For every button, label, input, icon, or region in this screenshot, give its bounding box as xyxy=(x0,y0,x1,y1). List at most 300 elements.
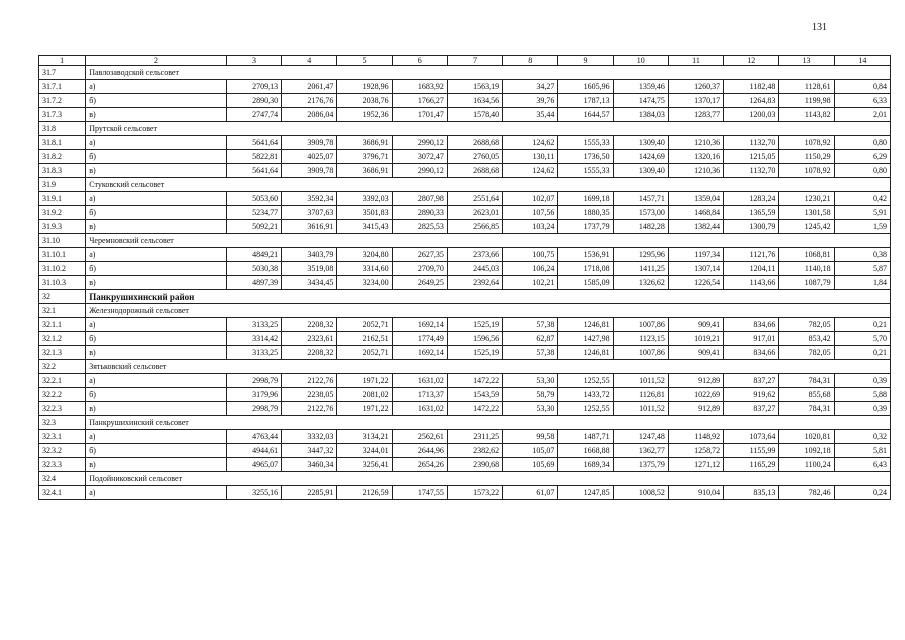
table-cell: 1701,47 xyxy=(392,108,447,122)
table-cell: 1787,13 xyxy=(558,94,613,108)
table-cell: 2807,98 xyxy=(392,192,447,206)
table-cell: 1555,33 xyxy=(558,164,613,178)
table-cell: 2990,12 xyxy=(392,136,447,150)
table-cell: 784,31 xyxy=(779,374,834,388)
table-cell: 2890,30 xyxy=(226,94,281,108)
table-cell: 2688,68 xyxy=(447,164,502,178)
table-cell: 3501,83 xyxy=(337,206,392,220)
table-cell: 0,39 xyxy=(834,374,890,388)
table-cell: 100,75 xyxy=(503,248,558,262)
table-cell: 3256,41 xyxy=(337,458,392,472)
table-cell: 1210,36 xyxy=(668,136,723,150)
table-cell: 1283,77 xyxy=(668,108,723,122)
row-code: 31.8.2 xyxy=(39,150,86,164)
table-row xyxy=(39,388,891,402)
table-cell: 2562,61 xyxy=(392,430,447,444)
row-variant: б) xyxy=(86,94,227,108)
table-cell: 34,27 xyxy=(503,80,558,94)
table-cell: 5641,64 xyxy=(226,136,281,150)
table-cell: 57,38 xyxy=(503,346,558,360)
table-cell: 1100,24 xyxy=(779,458,834,472)
table-cell: 834,66 xyxy=(724,346,779,360)
table-cell: 2382,62 xyxy=(447,444,502,458)
table-cell: 1126,81 xyxy=(613,388,668,402)
table-cell: 58,79 xyxy=(503,388,558,402)
table-cell: 909,41 xyxy=(668,346,723,360)
section-name: Стуковский сельсовет xyxy=(86,178,891,192)
table-cell: 2649,25 xyxy=(392,276,447,290)
table-body xyxy=(39,56,891,500)
table-row xyxy=(39,402,891,416)
row-variant: а) xyxy=(86,374,227,388)
section-name: Черемновский сельсовет xyxy=(86,234,891,248)
table-cell: 1668,88 xyxy=(558,444,613,458)
table-cell: 1543,59 xyxy=(447,388,502,402)
table-cell: 5,91 xyxy=(834,206,890,220)
table-cell: 2445,03 xyxy=(447,262,502,276)
table-row xyxy=(39,150,891,164)
table-cell: 1472,22 xyxy=(447,402,502,416)
table-cell: 1143,66 xyxy=(724,276,779,290)
table-cell: 1578,40 xyxy=(447,108,502,122)
table-cell: 1683,92 xyxy=(392,80,447,94)
row-code: 32.2.1 xyxy=(39,374,86,388)
table-cell: 1078,92 xyxy=(779,164,834,178)
table-cell: 1365,59 xyxy=(724,206,779,220)
column-header: 7 xyxy=(447,56,502,66)
table-cell: 784,31 xyxy=(779,402,834,416)
table-cell: 1092,18 xyxy=(779,444,834,458)
table-cell: 1411,25 xyxy=(613,262,668,276)
table-cell: 1309,40 xyxy=(613,164,668,178)
table-cell: 1087,79 xyxy=(779,276,834,290)
table-cell: 3234,00 xyxy=(337,276,392,290)
table-cell: 39,76 xyxy=(503,94,558,108)
row-code: 31.10.1 xyxy=(39,248,86,262)
tariff-table xyxy=(38,55,891,500)
row-code: 31.9 xyxy=(39,178,86,192)
table-cell: 2998,79 xyxy=(226,374,281,388)
section-name: Павлозаводской сельсовет xyxy=(86,66,891,80)
row-variant: в) xyxy=(86,108,227,122)
table-cell: 1320,16 xyxy=(668,150,723,164)
table-cell: 3255,16 xyxy=(226,486,281,500)
row-code: 32.3.1 xyxy=(39,430,86,444)
table-cell: 1078,92 xyxy=(779,136,834,150)
table-cell: 3314,42 xyxy=(226,332,281,346)
table-cell: 837,27 xyxy=(724,374,779,388)
table-cell: 2688,68 xyxy=(447,136,502,150)
table-cell: 2162,51 xyxy=(337,332,392,346)
table-cell: 3434,45 xyxy=(282,276,337,290)
table-cell: 1307,14 xyxy=(668,262,723,276)
table-cell: 124,62 xyxy=(503,164,558,178)
table-cell: 4849,21 xyxy=(226,248,281,262)
table-cell: 917,01 xyxy=(724,332,779,346)
table-cell: 53,30 xyxy=(503,374,558,388)
column-header: 4 xyxy=(282,56,337,66)
table-cell: 1295,96 xyxy=(613,248,668,262)
table-cell: 1210,36 xyxy=(668,164,723,178)
table-cell: 1132,70 xyxy=(724,164,779,178)
table-cell: 2373,66 xyxy=(447,248,502,262)
table-cell: 2052,71 xyxy=(337,346,392,360)
table-cell: 3686,91 xyxy=(337,164,392,178)
table-row xyxy=(39,332,891,346)
row-code: 31.9.1 xyxy=(39,192,86,206)
table-cell: 1283,24 xyxy=(724,192,779,206)
table-cell: 5234,77 xyxy=(226,206,281,220)
table-cell: 1525,19 xyxy=(447,346,502,360)
table-cell: 1424,69 xyxy=(613,150,668,164)
table-cell: 3796,71 xyxy=(337,150,392,164)
table-cell: 2061,47 xyxy=(282,80,337,94)
table-cell: 2311,25 xyxy=(447,430,502,444)
table-cell: 4965,07 xyxy=(226,458,281,472)
table-cell: 1301,58 xyxy=(779,206,834,220)
table-cell: 1252,55 xyxy=(558,374,613,388)
table-row xyxy=(39,430,891,444)
table-cell: 1252,55 xyxy=(558,402,613,416)
table-cell: 6,43 xyxy=(834,458,890,472)
table-cell: 1692,14 xyxy=(392,318,447,332)
table-cell: 0,21 xyxy=(834,318,890,332)
table-cell: 61,07 xyxy=(503,486,558,500)
table-row xyxy=(39,136,891,150)
table-cell: 1971,22 xyxy=(337,402,392,416)
table-cell: 5,70 xyxy=(834,332,890,346)
section-name: Прутской сельсовет xyxy=(86,122,891,136)
table-cell: 2998,79 xyxy=(226,402,281,416)
page-number: 131 xyxy=(812,22,827,33)
table-cell: 835,13 xyxy=(724,486,779,500)
table-cell: 1011,52 xyxy=(613,402,668,416)
table-row xyxy=(39,486,891,500)
section-name: Зятьковский сельсовет xyxy=(86,360,891,374)
table-cell: 105,69 xyxy=(503,458,558,472)
table-cell: 2623,01 xyxy=(447,206,502,220)
table-cell: 1375,79 xyxy=(613,458,668,472)
table-row xyxy=(39,164,891,178)
table-cell: 2551,64 xyxy=(447,192,502,206)
table-cell: 3616,91 xyxy=(282,220,337,234)
table-row xyxy=(39,192,891,206)
table-cell: 1382,44 xyxy=(668,220,723,234)
table-cell: 124,62 xyxy=(503,136,558,150)
table-cell: 1713,37 xyxy=(392,388,447,402)
table-cell: 782,46 xyxy=(779,486,834,500)
table-cell: 5,88 xyxy=(834,388,890,402)
table-cell: 2566,85 xyxy=(447,220,502,234)
table-cell: 1121,76 xyxy=(724,248,779,262)
row-code: 32.2.3 xyxy=(39,402,86,416)
table-cell: 1952,36 xyxy=(337,108,392,122)
row-variant: а) xyxy=(86,430,227,444)
table-cell: 2038,76 xyxy=(337,94,392,108)
table-cell: 106,24 xyxy=(503,262,558,276)
row-code: 31.9.2 xyxy=(39,206,86,220)
row-code: 31.7.1 xyxy=(39,80,86,94)
table-cell: 1718,08 xyxy=(558,262,613,276)
table-cell: 1008,52 xyxy=(613,486,668,500)
table-cell: 1631,02 xyxy=(392,402,447,416)
table-cell: 1011,52 xyxy=(613,374,668,388)
table-cell: 3909,78 xyxy=(282,136,337,150)
table-row xyxy=(39,318,891,332)
table-cell: 2825,53 xyxy=(392,220,447,234)
table-cell: 130,11 xyxy=(503,150,558,164)
table-cell: 1007,86 xyxy=(613,318,668,332)
table-cell: 1246,81 xyxy=(558,318,613,332)
column-header: 9 xyxy=(558,56,613,66)
table-cell: 2122,76 xyxy=(282,402,337,416)
table-cell: 2208,32 xyxy=(282,318,337,332)
table-cell: 3460,34 xyxy=(282,458,337,472)
section-row xyxy=(39,178,891,192)
table-cell: 1165,29 xyxy=(724,458,779,472)
table-cell: 4763,44 xyxy=(226,430,281,444)
table-cell: 1155,99 xyxy=(724,444,779,458)
table-row xyxy=(39,108,891,122)
table-cell: 1482,28 xyxy=(613,220,668,234)
table-cell: 1766,27 xyxy=(392,94,447,108)
table-cell: 1,59 xyxy=(834,220,890,234)
table-cell: 1359,04 xyxy=(668,192,723,206)
row-code: 31.10 xyxy=(39,234,86,248)
table-cell: 0,39 xyxy=(834,402,890,416)
table-cell: 5092,21 xyxy=(226,220,281,234)
table-cell: 1457,71 xyxy=(613,192,668,206)
table-cell: 2644,96 xyxy=(392,444,447,458)
table-cell: 4944,61 xyxy=(226,444,281,458)
table-cell: 1215,05 xyxy=(724,150,779,164)
table-cell: 1230,21 xyxy=(779,192,834,206)
table-cell: 2654,26 xyxy=(392,458,447,472)
table-cell: 2208,32 xyxy=(282,346,337,360)
section-row xyxy=(39,122,891,136)
table-cell: 1309,40 xyxy=(613,136,668,150)
row-code: 32.3.2 xyxy=(39,444,86,458)
table-cell: 1644,57 xyxy=(558,108,613,122)
row-code: 31.10.2 xyxy=(39,262,86,276)
table-cell: 3133,25 xyxy=(226,346,281,360)
table-cell: 3686,91 xyxy=(337,136,392,150)
table-cell: 2285,91 xyxy=(282,486,337,500)
table-cell: 1260,37 xyxy=(668,80,723,94)
table-cell: 1226,54 xyxy=(668,276,723,290)
column-header: 3 xyxy=(226,56,281,66)
table-cell: 2052,71 xyxy=(337,318,392,332)
table-cell: 1370,17 xyxy=(668,94,723,108)
row-code: 32.1.2 xyxy=(39,332,86,346)
table-cell: 1258,72 xyxy=(668,444,723,458)
table-row xyxy=(39,458,891,472)
table-cell: 3415,43 xyxy=(337,220,392,234)
table-cell: 1264,83 xyxy=(724,94,779,108)
table-cell: 1472,22 xyxy=(447,374,502,388)
row-code: 32.1 xyxy=(39,304,86,318)
column-header: 1 xyxy=(39,56,86,66)
table-cell: 1068,81 xyxy=(779,248,834,262)
table-row xyxy=(39,220,891,234)
column-header: 10 xyxy=(613,56,668,66)
table-cell: 2,01 xyxy=(834,108,890,122)
column-header: 5 xyxy=(337,56,392,66)
row-code: 32.3.3 xyxy=(39,458,86,472)
table-cell: 1468,84 xyxy=(668,206,723,220)
table-cell: 5,87 xyxy=(834,262,890,276)
table-row xyxy=(39,94,891,108)
table-row xyxy=(39,374,891,388)
row-variant: а) xyxy=(86,486,227,500)
table-cell: 105,07 xyxy=(503,444,558,458)
table-cell: 782,05 xyxy=(779,318,834,332)
table-cell: 912,89 xyxy=(668,402,723,416)
table-cell: 1022,69 xyxy=(668,388,723,402)
table-cell: 0,42 xyxy=(834,192,890,206)
table-cell: 2323,61 xyxy=(282,332,337,346)
section-name: Железнодорожный сельсовет xyxy=(86,304,891,318)
table-cell: 1555,33 xyxy=(558,136,613,150)
table-cell: 1128,61 xyxy=(779,80,834,94)
row-variant: а) xyxy=(86,318,227,332)
table-cell: 1474,75 xyxy=(613,94,668,108)
table-cell: 5641,64 xyxy=(226,164,281,178)
table-cell: 1433,72 xyxy=(558,388,613,402)
table-cell: 3134,21 xyxy=(337,430,392,444)
table-cell: 1140,18 xyxy=(779,262,834,276)
table-cell: 782,05 xyxy=(779,346,834,360)
row-code: 32.2.2 xyxy=(39,388,86,402)
table-cell: 5030,38 xyxy=(226,262,281,276)
column-header: 6 xyxy=(392,56,447,66)
table-cell: 3179,96 xyxy=(226,388,281,402)
table-cell: 2990,12 xyxy=(392,164,447,178)
table-cell: 1359,46 xyxy=(613,80,668,94)
table-cell: 1928,96 xyxy=(337,80,392,94)
table-cell: 1246,81 xyxy=(558,346,613,360)
table-cell: 1971,22 xyxy=(337,374,392,388)
table-cell: 6,29 xyxy=(834,150,890,164)
row-variant: б) xyxy=(86,444,227,458)
row-code: 31.8 xyxy=(39,122,86,136)
row-code: 31.8.3 xyxy=(39,164,86,178)
table-cell: 2238,05 xyxy=(282,388,337,402)
row-code: 31.7 xyxy=(39,66,86,80)
table-cell: 1525,19 xyxy=(447,318,502,332)
table-cell: 2126,59 xyxy=(337,486,392,500)
row-variant: б) xyxy=(86,332,227,346)
table-cell: 1,84 xyxy=(834,276,890,290)
table-cell: 5,81 xyxy=(834,444,890,458)
table-cell: 2709,13 xyxy=(226,80,281,94)
table-cell: 1247,85 xyxy=(558,486,613,500)
table-cell: 1182,48 xyxy=(724,80,779,94)
table-cell: 1573,00 xyxy=(613,206,668,220)
row-variant: б) xyxy=(86,150,227,164)
row-code: 31.9.3 xyxy=(39,220,86,234)
column-header: 11 xyxy=(668,56,723,66)
table-cell: 2081,02 xyxy=(337,388,392,402)
table-row xyxy=(39,262,891,276)
row-code: 32.1.1 xyxy=(39,318,86,332)
table-cell: 107,56 xyxy=(503,206,558,220)
table-cell: 1747,55 xyxy=(392,486,447,500)
section-name: Панкрушихинский сельсовет xyxy=(86,416,891,430)
table-cell: 102,21 xyxy=(503,276,558,290)
table-cell: 3909,78 xyxy=(282,164,337,178)
table-cell: 0,24 xyxy=(834,486,890,500)
row-variant: а) xyxy=(86,192,227,206)
table-cell: 0,38 xyxy=(834,248,890,262)
table-cell: 1774,49 xyxy=(392,332,447,346)
district-row xyxy=(39,290,891,304)
column-header: 14 xyxy=(834,56,890,66)
row-code: 32.2 xyxy=(39,360,86,374)
table-cell: 3707,63 xyxy=(282,206,337,220)
column-header: 8 xyxy=(503,56,558,66)
table-cell: 53,30 xyxy=(503,402,558,416)
table-cell: 1020,81 xyxy=(779,430,834,444)
table-cell: 1487,71 xyxy=(558,430,613,444)
section-row xyxy=(39,416,891,430)
table-cell: 3314,60 xyxy=(337,262,392,276)
row-variant: в) xyxy=(86,220,227,234)
table-cell: 1123,15 xyxy=(613,332,668,346)
table-cell: 103,24 xyxy=(503,220,558,234)
row-variant: в) xyxy=(86,402,227,416)
table-cell: 1271,12 xyxy=(668,458,723,472)
row-code: 31.7.3 xyxy=(39,108,86,122)
table-cell: 2122,76 xyxy=(282,374,337,388)
table-cell: 1563,19 xyxy=(447,80,502,94)
row-variant: в) xyxy=(86,458,227,472)
table-cell: 4897,39 xyxy=(226,276,281,290)
table-cell: 1199,98 xyxy=(779,94,834,108)
table-cell: 1631,02 xyxy=(392,374,447,388)
table-cell: 62,87 xyxy=(503,332,558,346)
table-row xyxy=(39,276,891,290)
table-cell: 2890,33 xyxy=(392,206,447,220)
table-row xyxy=(39,346,891,360)
table-cell: 4025,07 xyxy=(282,150,337,164)
row-variant: в) xyxy=(86,276,227,290)
table-cell: 1634,56 xyxy=(447,94,502,108)
table-cell: 3392,03 xyxy=(337,192,392,206)
table-cell: 1200,03 xyxy=(724,108,779,122)
table-cell: 1197,34 xyxy=(668,248,723,262)
column-header: 2 xyxy=(86,56,227,66)
table-cell: 0,32 xyxy=(834,430,890,444)
table-cell: 0,80 xyxy=(834,136,890,150)
table-cell: 3072,47 xyxy=(392,150,447,164)
table-cell: 102,07 xyxy=(503,192,558,206)
section-row xyxy=(39,66,891,80)
table-cell: 1143,82 xyxy=(779,108,834,122)
table-cell: 1384,03 xyxy=(613,108,668,122)
table-cell: 1699,18 xyxy=(558,192,613,206)
row-code: 32.3 xyxy=(39,416,86,430)
table-row xyxy=(39,80,891,94)
table-cell: 5822,81 xyxy=(226,150,281,164)
table-cell: 1019,21 xyxy=(668,332,723,346)
column-header: 13 xyxy=(779,56,834,66)
row-variant: а) xyxy=(86,248,227,262)
row-variant: б) xyxy=(86,262,227,276)
table-cell: 1150,29 xyxy=(779,150,834,164)
row-code: 32.4.1 xyxy=(39,486,86,500)
table-cell: 6,33 xyxy=(834,94,890,108)
